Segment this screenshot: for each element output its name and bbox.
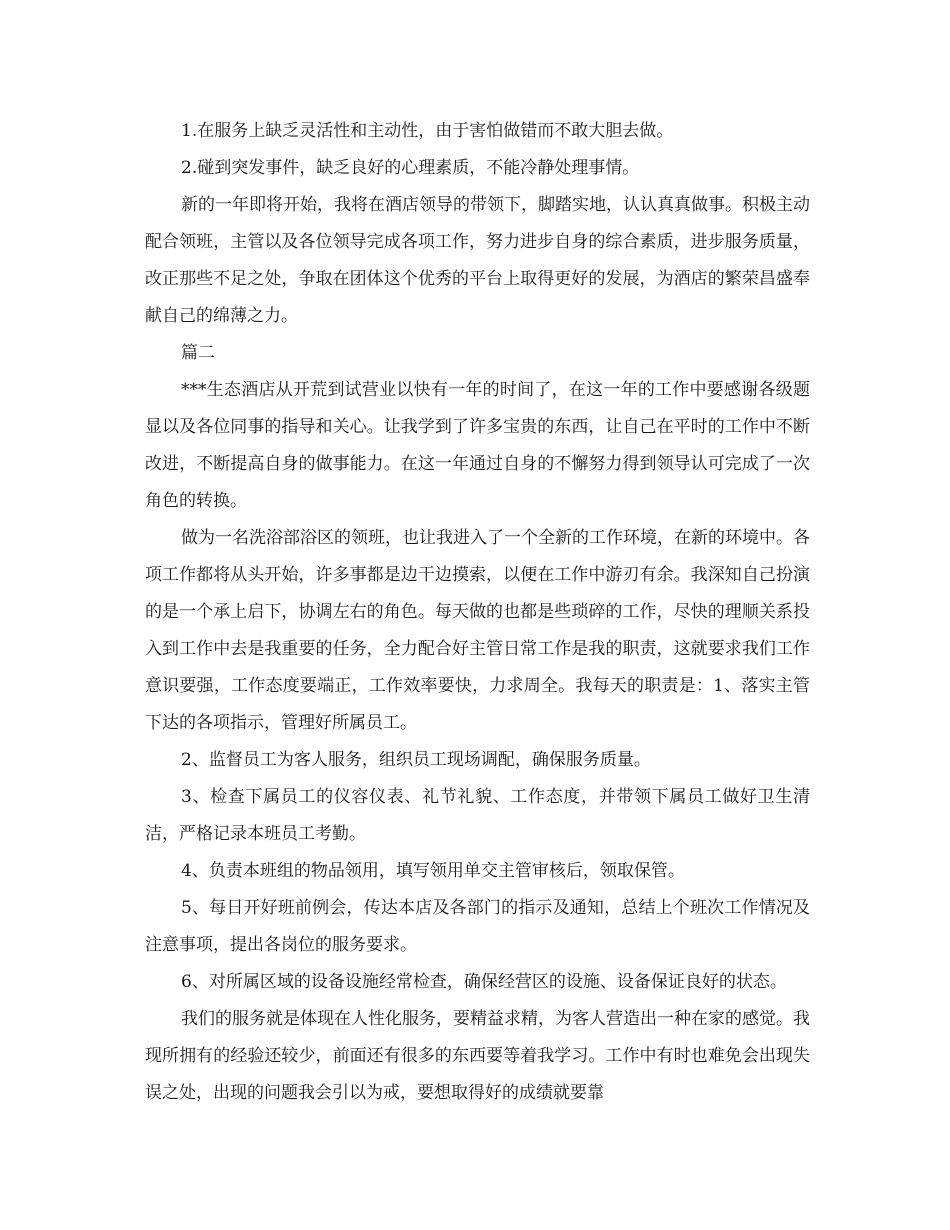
document-body bbox=[145, 113, 810, 1112]
list-item-2: 2、监督员工为客人服务，组织员工现场调配，确保服务质量。 bbox=[181, 750, 651, 770]
paragraph-4: ***生态酒店从开荒到试营业以快有一年的时间了，在这一年的工作中要感谢各级题显以及各位同事的指导和关心。让我学到了许多宝贵的东西，让自己在平时的工作中不断改进，不断提高自身的做事能力。在这一年通过自身的不懈努力得到领导认可完成了一次角色的转换。 bbox=[145, 380, 810, 511]
list-item-6: 6、对所属区域的设备设施经常检查，确保经营区的设施、设备保证良好的状态。 bbox=[181, 972, 787, 992]
list-item-3: 3、检查下属员工的仪容仪表、礼节礼貌、工作态度，并带领下属员工做好卫生清洁，严格记录本班员工考勤。 bbox=[145, 787, 810, 844]
list-item-4: 4、负责本班组的物品领用，填写领用单交主管审核后，领取保管。 bbox=[181, 861, 685, 881]
paragraph-1: 1.在服务上缺乏灵活性和主动性，由于害怕做错而不敢大胆去做。 bbox=[181, 121, 674, 141]
paragraph-5: 做为一名洗浴部浴区的领班，也让我进入了一个全新的工作环境，在新的环境中。各项工作都将从头开始，许多事都是边干边摸索，以便在工作中游刃有余。我深知自己扮演的是一个承上启下，协调左右的角色。每天做的也都是些琐碎的工作，尽快的理顺关系投入到工作中去是我重要的任务，全力配合好主管日常工作是我的职责，这就要求我们工作意识要强，工作态度要端正，工作效率要快，力求周全。我每天的职责是：1、落实主管下达的各项指示，管理好所属员工。 bbox=[145, 528, 810, 733]
section-heading: 篇二 bbox=[181, 343, 215, 363]
paragraph-6: 我们的服务就是体现在人性化服务，要精益求精，为客人营造出一种在家的感觉。我现所拥有的经验还较少，前面还有很多的东西要等着我学习。工作中有时也难免会出现失误之处，出现的问题我会引以为戒，要想取得好的成绩就要靠 bbox=[145, 1009, 810, 1103]
paragraph-3: 新的一年即将开始，我将在酒店领导的带领下，脚踏实地，认认真真做事。积极主动配合领班，主管以及各位领导完成各项工作，努力进步自身的综合素质，进步服务质量，改正那些不足之处，争取在团体这个优秀的平台上取得更好的发展，为酒店的繁荣昌盛奉献自己的绵薄之力。 bbox=[145, 195, 810, 326]
paragraph-2: 2.碰到突发事件，缺乏良好的心理素质，不能冷静处理事情。 bbox=[181, 158, 640, 178]
list-item-5: 5、每日开好班前例会，传达本店及各部门的指示及通知，总结上个班次工作情况及注意事项，提出各岗位的服务要求。 bbox=[145, 898, 810, 955]
